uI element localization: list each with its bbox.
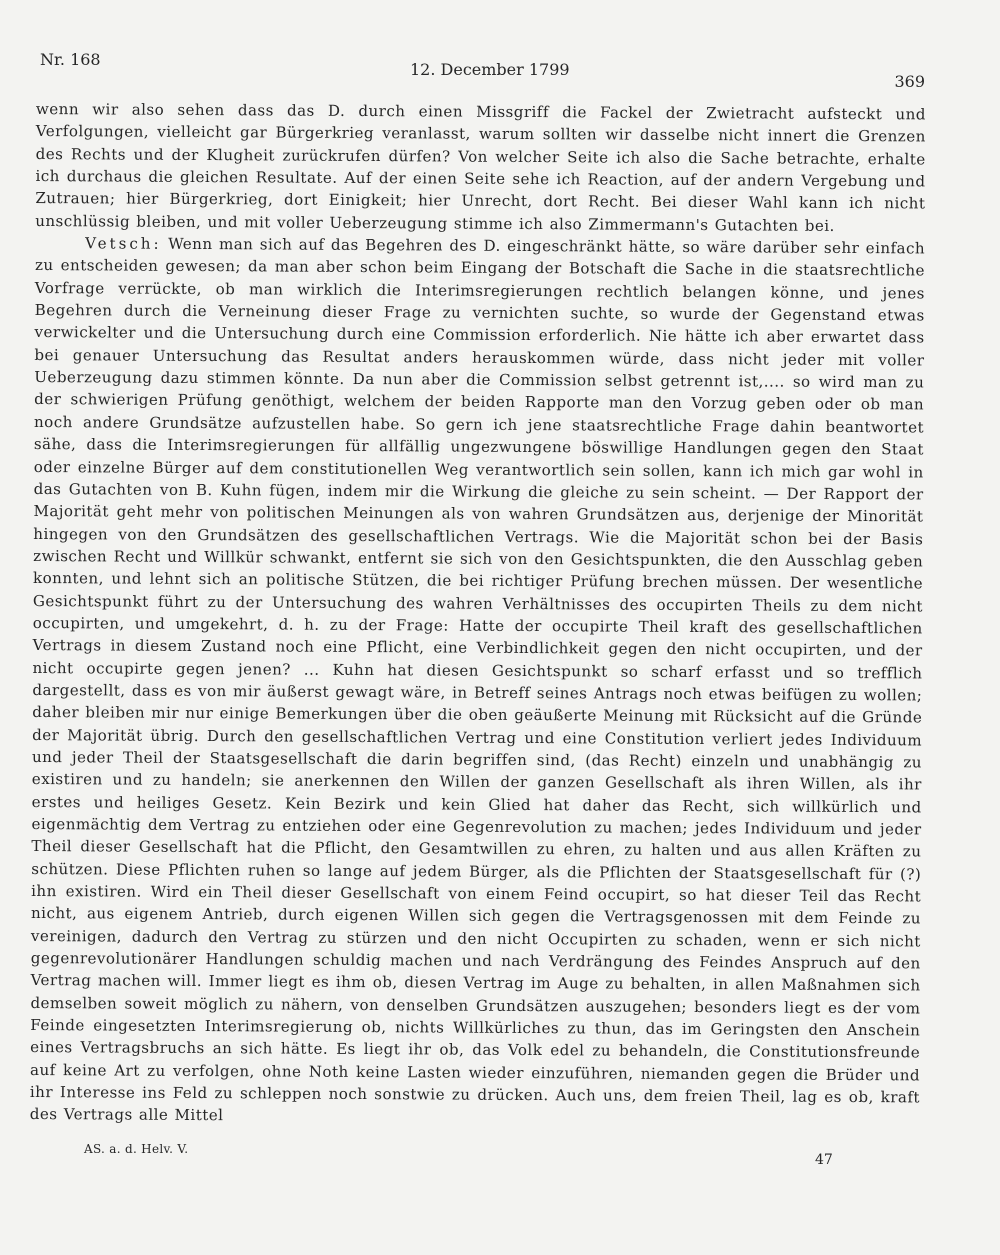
paragraph-1: wenn wir also sehen dass das D. durch einen Missgriff die Fackel der Zwietracht aufsteckt und Verfolgungen, vielleicht gar Bürgerkrieg veranlasst, warum sollten wir dasselbe nicht innert die Grenzen des Rechts und der Klugheit zurückrufen dürfen? Von welcher Seite ich also die Sache betrachte, erhalte ich durchaus die gleichen Resultate. Auf der einen Seite sehe ich Reaction, auf der andern Vergebung und Zutrauen; hier Bürgerkrieg, dort Einigkeit; hier Unrecht, dort Recht. Bei dieser Wahl kann ich nicht unschlüssig bleiben, und mit voller Ueberzeugung stimme ich also Zimmermann's Gutachten bei. <box>35 99 926 235</box>
speaker-name: Vetsch: <box>85 234 162 253</box>
source-reference: AS. a. d. Helv. V. <box>84 1142 189 1156</box>
signature-mark: 47 <box>815 1152 833 1168</box>
document-date: 12. December 1799 <box>410 60 570 79</box>
main-text <box>30 98 926 1131</box>
paragraph-2 <box>30 232 925 1131</box>
document-number: Nr. 168 <box>40 50 101 69</box>
paragraph-2-text: Wenn man sich auf das Begehren des D. eingeschränkt hätte, so wäre darüber sehr einfach zu entscheiden gewesen; da man aber schon beim Eingang der Botschaft die Sache in die staatsrechtliche Vorfrage verrückte, ob man wirklich die Interimsregierungen rechtlich belangen könne, und jenes Begehren durch die Verneinung dieser Frage zu vernichten suchte, so wurde der Gegenstand etwas verwickelter und die Untersuchung durch eine Commission erforderlich. Nie hätte ich aber erwartet dass bei genauer Untersuchung das Resultat anders herauskommen würde, dass nicht jeder mit voller Ueberzeugung dazu stimmen könnte. Da nun aber die Commission selbst getrennt ist,.... so wird man zu der schwierigen Prüfung genöthigt, welchem der beiden Rapporte man den Vorzug geben oder ob man noch andere Grundsätze aufzustellen habe. So gern ich jene staatsrechtliche Frage dahin beantwortet sähe, dass die Interimsregierungen für allfällig ungezwungene böswillige Handlungen gegen den Staat oder einzelne Bürger auf dem constitutionellen Weg verantwortlich sein sollen, kann ich mich gar wohl in das Gutachten von B. Kuhn fügen, indem mir die Wirkung die gleiche zu sein scheint. — Der Rapport der Majorität geht mehr von politischen Meinungen als von wahren Grundsätzen aus, derjenige der Minorität hingegen von den Grundsätzen des gesellschaftlichen Vertrags. Wie die Majorität schon bei der Basis zwischen Recht und Willkür schwankt, entfernt sie sich von den Gesichtspunkten, die den Ausschlag geben konnten, und lehnt sich an politische Stützen, die bei richtiger Prüfung brechen müssen. Der wesentliche Gesichtspunkt führt zu der Untersuchung des wahren Verhältnisses des occupirten Theils zu dem nicht occupirten, und umgekehrt, d. h. zu der Frage: Hatte der occupirte Theil kraft des gesellschaftlichen Vertrags in diesem Zustand noch eine Pflicht, eine Verbindlichkeit gegen den nicht occupirten, und der nicht occupirte gegen jenen? ... Kuhn hat diesen Gesichtspunkt so scharf erfasst und so trefflich dargestellt, dass es von mir äußerst gewagt wäre, in Betreff seines Antrags noch etwas beifügen zu wollen; daher bleiben mir nur einige Bemerkungen über die oben geäußerte Meinung mit Rücksicht auf die Gründe der Majorität übrig. Durch den gesellschaftlichen Vertrag und eine Constitution verliert jedes Individuum und jeder Theil der Staatsgesellschaft die darin begriffen sind, (das Recht) einzeln und unabhängig zu existiren und zu handeln; sie anerkennen den Willen der ganzen Gesellschaft als ihren Willen, als ihr erstes und heiliges Gesetz. Kein Bezirk und kein Glied hat daher das Recht, sich willkürlich und eigenmächtig dem Vertrag zu entziehen oder eine Gegenrevolution zu machen; jedes Individuum und jeder Theil dieser Gesellschaft hat die Pflicht, den Gesamtwillen zu ehren, zu halten und aus allen Kräften zu schützen. Diese Pflichten ruhen so lange auf jedem Bürger, als die Pflichten der Staatsgesellschaft für (?) ihn existiren. Wird ein Theil dieser Gesellschaft von einem Feind occupirt, so hat dieser Teil das Recht nicht, aus eigenem Antrieb, durch eigenen Willen sich gegen die Vertragsgenossen mit dem Feinde zu vereinigen, dadurch den Vertrag zu stürzen und den nicht Occupirten zu schaden, wenn er sich nicht gegenrevolutionärer Handlungen schuldig machen und nach Verdrängung des Feindes Anspruch auf den Vertrag machen will. Immer liegt es ihm ob, diesen Vertrag im Auge zu behalten, in allen Maßnahmen sich demselben soweit möglich zu nähern, von denselben Grundsätzen auszugehen; besonders liegt es der vom Feinde eingesetzten Interimsregierung ob, nichts Willkürliches zu thun, das im Geringsten den Anschein eines Vertragsbruchs an sich hätte. Es liegt ihr ob, das Volk edel zu behandeln, die Constitutionsfreunde auf keine Art zu verfolgen, ohne Noth keine Lasten wieder einzuführen, niemanden gegen die Brüder und ihr Interesse ins Feld zu schleppen noch sonstwie zu drücken. Auch uns, dem freien Theil, lag es ob, kraft des Vertrags alle Mittel <box>29 234 926 1125</box>
page-header <box>40 50 925 91</box>
page-number: 369 <box>894 72 925 91</box>
